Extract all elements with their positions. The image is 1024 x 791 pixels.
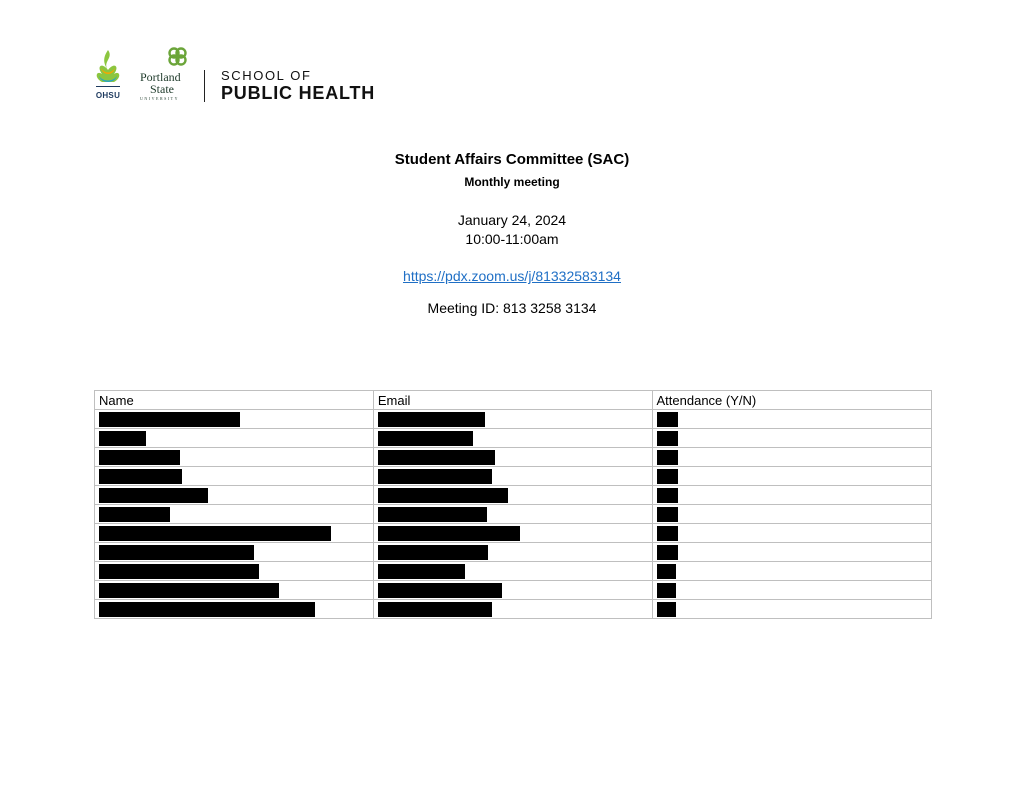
psu-wordmark-university: UNIVERSITY — [140, 96, 179, 101]
redaction-bar — [657, 602, 676, 617]
name-cell — [95, 524, 374, 543]
column-header-attendance: Attendance (Y/N) — [652, 391, 931, 410]
column-header-email: Email — [373, 391, 652, 410]
email-cell — [373, 410, 652, 429]
redaction-bar — [657, 526, 678, 541]
email-cell — [373, 543, 652, 562]
redaction-bar — [99, 450, 180, 465]
column-header-name: Name — [95, 391, 374, 410]
meeting-time: 10:00-11:00am — [465, 231, 559, 247]
ohsu-logo — [92, 48, 124, 104]
redaction-bar — [99, 431, 146, 446]
redaction-bar — [378, 602, 492, 617]
email-cell — [373, 562, 652, 581]
email-cell — [373, 448, 652, 467]
public-health-label: PUBLIC HEALTH — [221, 83, 376, 103]
redaction-bar — [657, 469, 678, 484]
redaction-bar — [99, 545, 254, 560]
meeting-title: Student Affairs Committee (SAC) — [394, 151, 630, 168]
table-row — [95, 524, 932, 543]
redaction-bar — [657, 564, 676, 579]
email-cell — [373, 600, 652, 619]
redaction-bar — [378, 488, 508, 503]
redaction-bar — [378, 431, 473, 446]
table-row — [95, 581, 932, 600]
redaction-bar — [657, 583, 676, 598]
email-cell — [373, 486, 652, 505]
ohsu-wordmark: OHSU — [95, 91, 121, 100]
logo-divider — [204, 70, 205, 102]
name-cell — [95, 505, 374, 524]
psu-wordmark-state: State — [150, 82, 174, 96]
table-row — [95, 505, 932, 524]
attendance-cell — [652, 600, 931, 619]
table-row — [95, 562, 932, 581]
attendance-cell — [652, 429, 931, 448]
redaction-bar — [657, 450, 678, 465]
psu-knot-icon — [166, 46, 188, 68]
redaction-bar — [657, 488, 678, 503]
redaction-bar — [99, 602, 315, 617]
meeting-subtitle: Monthly meeting — [464, 175, 560, 189]
name-cell — [95, 448, 374, 467]
redaction-bar — [657, 545, 678, 560]
name-cell — [95, 486, 374, 505]
redaction-bar — [378, 526, 520, 541]
table-row — [95, 543, 932, 562]
psu-wordmark-portland: Portland — [140, 70, 181, 84]
redaction-bar — [657, 507, 678, 522]
attendance-cell — [652, 524, 931, 543]
attendance-cell — [652, 410, 931, 429]
attendance-cell — [652, 486, 931, 505]
redaction-bar — [378, 412, 485, 427]
attendance-cell — [652, 505, 931, 524]
attendance-cell — [652, 562, 931, 581]
table-row — [95, 486, 932, 505]
attendance-cell — [652, 543, 931, 562]
attendance-table — [94, 390, 932, 619]
table-row — [95, 410, 932, 429]
email-cell — [373, 429, 652, 448]
redaction-bar — [378, 450, 495, 465]
redaction-bar — [378, 507, 487, 522]
redaction-bar — [378, 469, 492, 484]
meeting-date: January 24, 2024 — [457, 212, 567, 228]
redaction-bar — [99, 583, 279, 598]
redaction-bar — [657, 431, 678, 446]
portland-state-logo — [140, 48, 192, 104]
redaction-bar — [657, 412, 678, 427]
email-cell — [373, 581, 652, 600]
table-row — [95, 448, 932, 467]
name-cell — [95, 581, 374, 600]
redaction-bar — [99, 488, 208, 503]
name-cell — [95, 410, 374, 429]
redaction-bar — [99, 469, 182, 484]
name-cell — [95, 562, 374, 581]
table-row — [95, 429, 932, 448]
redaction-bar — [99, 526, 331, 541]
redaction-bar — [99, 564, 259, 579]
name-cell — [95, 543, 374, 562]
name-cell — [95, 429, 374, 448]
zoom-link-anchor[interactable]: https://pdx.zoom.us/j/81332583134 — [403, 268, 621, 284]
email-cell — [373, 524, 652, 543]
redaction-bar — [378, 545, 488, 560]
table-header-row — [95, 391, 932, 410]
ohsu-flame-icon — [92, 48, 124, 92]
table-row — [95, 600, 932, 619]
name-cell — [95, 600, 374, 619]
redaction-bar — [99, 412, 240, 427]
attendance-cell — [652, 467, 931, 486]
meeting-id: Meeting ID: 813 3258 3134 — [427, 300, 597, 316]
attendance-cell — [652, 581, 931, 600]
school-of-label: SCHOOL OF — [221, 68, 312, 83]
header-logos — [92, 48, 392, 104]
redaction-bar — [378, 583, 502, 598]
email-cell — [373, 467, 652, 486]
redaction-bar — [99, 507, 170, 522]
attendance-cell — [652, 448, 931, 467]
redaction-bar — [378, 564, 465, 579]
name-cell — [95, 467, 374, 486]
zoom-link[interactable] — [0, 268, 1024, 284]
table-row — [95, 467, 932, 486]
email-cell — [373, 505, 652, 524]
